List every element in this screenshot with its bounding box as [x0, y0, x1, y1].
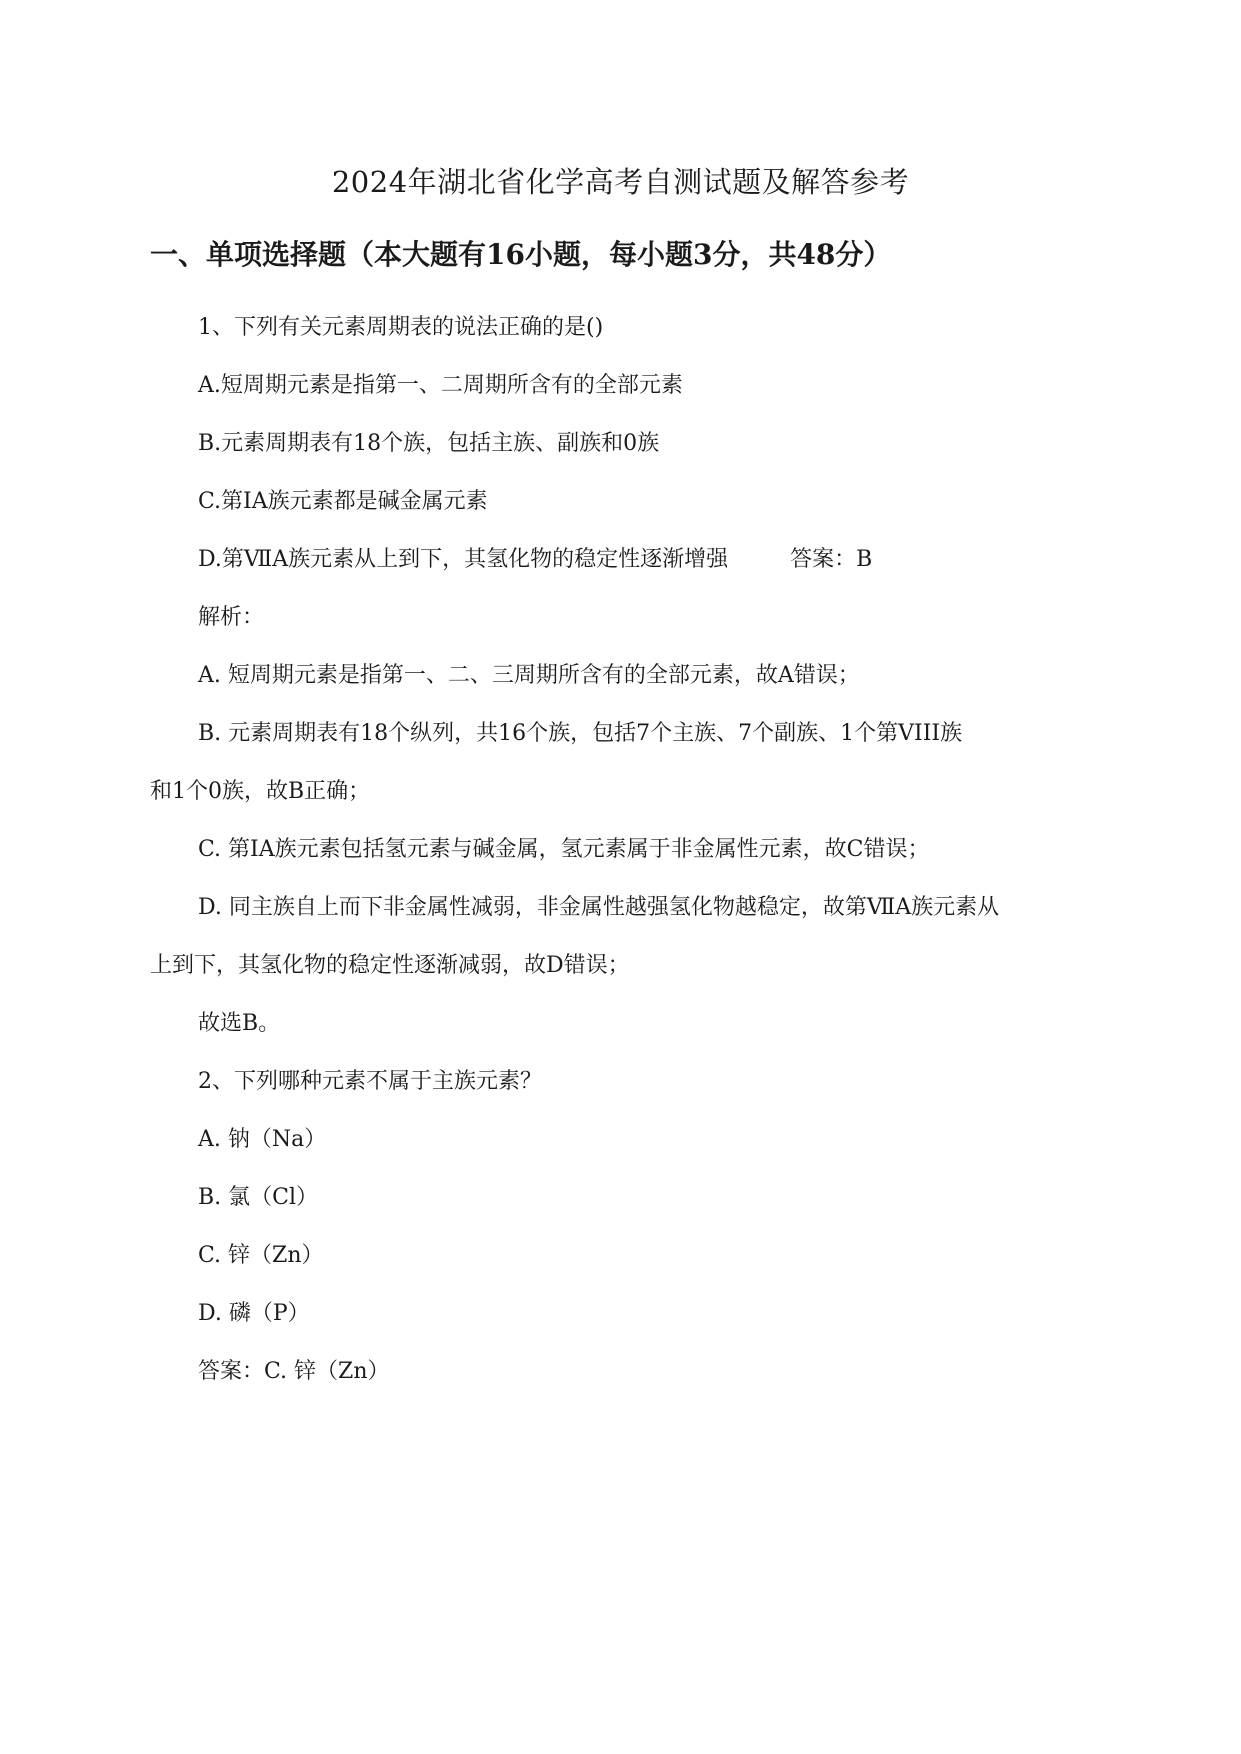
page-title: 2024年湖北省化学高考自测试题及解答参考 — [331, 165, 910, 199]
q1-option-d-row — [198, 545, 872, 575]
section-heading: 一、单项选择题（本大题有16小题，每小题3分，共48分） — [150, 238, 892, 271]
q2-option-a: A. 钠（Na） — [198, 1127, 327, 1152]
q2-answer: 答案：C. 锌（Zn） — [198, 1359, 390, 1384]
q1-analysis-b-line1: B. 元素周期表有18个纵列，共16个族，包括7个主族、7个副族、1个第VIII族 — [198, 721, 963, 746]
q1-analysis-label: 解析： — [198, 605, 265, 630]
q1-option-b: B.元素周期表有18个族，包括主族、副族和0族 — [198, 431, 660, 456]
q1-option-c: C.第ⅠA族元素都是碱金属元素 — [198, 489, 488, 514]
q1-analysis-a: A. 短周期元素是指第一、二、三周期所含有的全部元素，故A错误； — [198, 663, 860, 688]
q1-option-d: D.第ⅦA族元素从上到下，其氢化物的稳定性逐渐增强 — [198, 547, 729, 572]
q1-stem: 1、下列有关元素周期表的说法正确的是() — [198, 315, 604, 340]
q1-analysis-d-line1: D. 同主族自上而下非金属性减弱，非金属性越强氢化物越稳定，故第ⅦA族元素从 — [198, 895, 1000, 920]
q2-option-d: D. 磷（P） — [198, 1301, 310, 1326]
q2-stem: 2、下列哪种元素不属于主族元素？ — [198, 1069, 542, 1094]
q1-analysis-c: C. 第ⅠA族元素包括氢元素与碱金属，氢元素属于非金属性元素，故C错误； — [198, 837, 930, 862]
q1-conclusion: 故选B。 — [198, 1011, 281, 1036]
q1-analysis-b-line2: 和1个0族，故B正确； — [150, 779, 371, 804]
q2-option-c: C. 锌（Zn） — [198, 1243, 324, 1268]
q2-option-b: B. 氯（Cl） — [198, 1185, 319, 1210]
q1-analysis-d-line2: 上到下，其氢化物的稳定性逐渐减弱，故D错误； — [150, 953, 630, 978]
q1-answer: 答案：B — [790, 547, 873, 572]
q1-option-a: A.短周期元素是指第一、二周期所含有的全部元素 — [198, 373, 683, 398]
